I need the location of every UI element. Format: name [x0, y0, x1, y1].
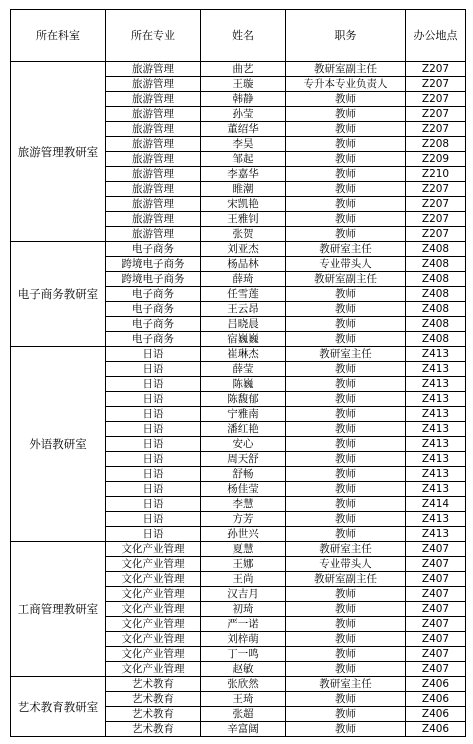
cell-name[interactable]: 张欣然	[201, 677, 286, 692]
cell-position[interactable]: 教师	[286, 692, 406, 707]
cell-office[interactable]: Z207	[406, 92, 466, 107]
header-position[interactable]: 职务	[286, 10, 406, 62]
cell-name[interactable]: 薛琦	[201, 272, 286, 287]
cell-office[interactable]: Z414	[406, 497, 466, 512]
cell-office[interactable]: Z407	[406, 662, 466, 677]
cell-position[interactable]: 教师	[286, 317, 406, 332]
header-row	[11, 10, 466, 62]
cell-office[interactable]: Z407	[406, 542, 466, 557]
cell-position[interactable]: 教师	[286, 602, 406, 617]
cell-name[interactable]: 王尚	[201, 572, 286, 587]
cell-position[interactable]: 教师	[286, 197, 406, 212]
cell-position[interactable]: 教师	[286, 482, 406, 497]
cell-office[interactable]: Z207	[406, 107, 466, 122]
cell-name[interactable]: 李昊	[201, 137, 286, 152]
cell-office[interactable]: Z406	[406, 677, 466, 692]
cell-name[interactable]: 陈巍	[201, 377, 286, 392]
cell-name[interactable]: 陈馥郁	[201, 392, 286, 407]
cell-position[interactable]: 教师	[286, 587, 406, 602]
cell-name[interactable]: 王璇	[201, 77, 286, 92]
cell-major[interactable]: 文化产业管理	[106, 572, 201, 587]
cell-office[interactable]: Z413	[406, 452, 466, 467]
cell-name[interactable]: 孙世兴	[201, 527, 286, 542]
cell-position[interactable]: 专业带头人	[286, 257, 406, 272]
table-row	[11, 677, 466, 692]
cell-position[interactable]: 教师	[286, 377, 406, 392]
cell-office[interactable]: Z413	[406, 377, 466, 392]
cell-position[interactable]: 教师	[286, 167, 406, 182]
cell-position[interactable]: 教师	[286, 392, 406, 407]
cell-name[interactable]: 王娜	[201, 557, 286, 572]
table-row	[11, 242, 466, 257]
cell-position[interactable]: 教研室主任	[286, 542, 406, 557]
cell-major[interactable]: 文化产业管理	[106, 542, 201, 557]
cell-office[interactable]: Z406	[406, 722, 466, 737]
cell-name[interactable]: 李慧	[201, 497, 286, 512]
cell-major[interactable]: 电子商务	[106, 332, 201, 347]
cell-office[interactable]: Z413	[406, 527, 466, 542]
cell-major[interactable]: 文化产业管理	[106, 647, 201, 662]
cell-position[interactable]: 教师	[286, 527, 406, 542]
cell-major[interactable]: 旅游管理	[106, 152, 201, 167]
cell-name[interactable]: 韩静	[201, 92, 286, 107]
cell-major[interactable]: 日语	[106, 377, 201, 392]
cell-major[interactable]: 旅游管理	[106, 227, 201, 242]
cell-major[interactable]: 文化产业管理	[106, 617, 201, 632]
cell-office[interactable]: Z413	[406, 362, 466, 377]
cell-name[interactable]: 宁雅南	[201, 407, 286, 422]
cell-name[interactable]: 任雪莲	[201, 287, 286, 302]
cell-position[interactable]: 教师	[286, 662, 406, 677]
cell-position[interactable]: 教研室主任	[286, 677, 406, 692]
cell-position[interactable]: 教研室副主任	[286, 272, 406, 287]
cell-name[interactable]: 孙莹	[201, 107, 286, 122]
cell-name[interactable]: 初琦	[201, 602, 286, 617]
cell-major[interactable]: 文化产业管理	[106, 557, 201, 572]
cell-name[interactable]: 汉吉月	[201, 587, 286, 602]
cell-position[interactable]: 教师	[286, 122, 406, 137]
header-department[interactable]: 所在科室	[11, 10, 106, 62]
cell-position[interactable]: 教师	[286, 722, 406, 737]
cell-position[interactable]: 教师	[286, 212, 406, 227]
cell-office[interactable]: Z413	[406, 422, 466, 437]
cell-name[interactable]: 辛富阔	[201, 722, 286, 737]
cell-office[interactable]: Z413	[406, 512, 466, 527]
cell-office[interactable]: Z413	[406, 392, 466, 407]
cell-office[interactable]: Z406	[406, 707, 466, 722]
cell-major[interactable]: 旅游管理	[106, 137, 201, 152]
cell-office[interactable]: Z407	[406, 587, 466, 602]
cell-major[interactable]: 旅游管理	[106, 182, 201, 197]
cell-major[interactable]: 日语	[106, 392, 201, 407]
cell-office[interactable]: Z408	[406, 317, 466, 332]
cell-position[interactable]: 教师	[286, 647, 406, 662]
cell-major[interactable]: 旅游管理	[106, 167, 201, 182]
cell-position[interactable]: 教师	[286, 467, 406, 482]
cell-name[interactable]: 王雅钊	[201, 212, 286, 227]
cell-position[interactable]: 教师	[286, 227, 406, 242]
cell-major[interactable]: 电子商务	[106, 287, 201, 302]
cell-office[interactable]: Z407	[406, 572, 466, 587]
cell-name[interactable]: 严一诺	[201, 617, 286, 632]
cell-name[interactable]: 潘红艳	[201, 422, 286, 437]
cell-position[interactable]: 教师	[286, 497, 406, 512]
cell-name[interactable]: 赵敏	[201, 662, 286, 677]
cell-major[interactable]: 旅游管理	[106, 62, 201, 77]
cell-office[interactable]: Z408	[406, 257, 466, 272]
cell-name[interactable]: 曲艺	[201, 62, 286, 77]
cell-name[interactable]: 杨品林	[201, 257, 286, 272]
cell-name[interactable]: 安心	[201, 437, 286, 452]
cell-major[interactable]: 艺术教育	[106, 692, 201, 707]
cell-name[interactable]: 刘亚杰	[201, 242, 286, 257]
cell-major[interactable]: 日语	[106, 467, 201, 482]
cell-major[interactable]: 电子商务	[106, 242, 201, 257]
cell-position[interactable]: 专业带头人	[286, 557, 406, 572]
cell-office[interactable]: Z207	[406, 62, 466, 77]
cell-name[interactable]: 宋凯艳	[201, 197, 286, 212]
cell-position[interactable]: 教师	[286, 92, 406, 107]
table-body	[11, 62, 466, 737]
cell-office[interactable]: Z406	[406, 692, 466, 707]
cell-major[interactable]: 电子商务	[106, 302, 201, 317]
table-row	[11, 542, 466, 557]
cell-office[interactable]: Z408	[406, 242, 466, 257]
cell-position[interactable]: 教师	[286, 287, 406, 302]
cell-position[interactable]: 教师	[286, 137, 406, 152]
cell-name[interactable]: 周天舒	[201, 452, 286, 467]
cell-major[interactable]: 电子商务	[106, 317, 201, 332]
cell-major[interactable]: 跨境电子商务	[106, 272, 201, 287]
cell-major[interactable]: 旅游管理	[106, 92, 201, 107]
cell-major[interactable]: 日语	[106, 437, 201, 452]
cell-name[interactable]: 舒畅	[201, 467, 286, 482]
header-office[interactable]: 办公地点	[406, 10, 466, 62]
cell-office[interactable]: Z413	[406, 437, 466, 452]
cell-position[interactable]: 教师	[286, 422, 406, 437]
cell-department[interactable]: 电子商务教研室	[11, 242, 106, 347]
cell-office[interactable]: Z210	[406, 167, 466, 182]
cell-name[interactable]: 王琦	[201, 692, 286, 707]
cell-position[interactable]: 教师	[286, 437, 406, 452]
cell-major[interactable]: 旅游管理	[106, 122, 201, 137]
cell-name[interactable]: 张超	[201, 707, 286, 722]
cell-name[interactable]: 杨佳莹	[201, 482, 286, 497]
cell-position[interactable]: 教师	[286, 452, 406, 467]
cell-name[interactable]: 夏慧	[201, 542, 286, 557]
cell-major[interactable]: 文化产业管理	[106, 587, 201, 602]
cell-name[interactable]: 吕晓晨	[201, 317, 286, 332]
cell-position[interactable]: 教师	[286, 617, 406, 632]
cell-office[interactable]: Z408	[406, 332, 466, 347]
cell-major[interactable]: 日语	[106, 362, 201, 377]
cell-office[interactable]: Z408	[406, 302, 466, 317]
cell-position[interactable]: 教师	[286, 107, 406, 122]
cell-major[interactable]: 日语	[106, 527, 201, 542]
cell-name[interactable]: 张贺	[201, 227, 286, 242]
cell-position[interactable]: 教师	[286, 632, 406, 647]
header-major[interactable]: 所在专业	[106, 10, 201, 62]
cell-office[interactable]: Z413	[406, 467, 466, 482]
cell-position[interactable]: 教师	[286, 407, 406, 422]
cell-office[interactable]: Z413	[406, 407, 466, 422]
cell-position[interactable]: 教师	[286, 152, 406, 167]
cell-position[interactable]: 教师	[286, 362, 406, 377]
cell-office[interactable]: Z207	[406, 197, 466, 212]
cell-major[interactable]: 艺术教育	[106, 677, 201, 692]
cell-major[interactable]: 旅游管理	[106, 212, 201, 227]
cell-office[interactable]: Z207	[406, 182, 466, 197]
header-name[interactable]: 姓名	[201, 10, 286, 62]
cell-office[interactable]: Z207	[406, 212, 466, 227]
cell-office[interactable]: Z209	[406, 152, 466, 167]
cell-major[interactable]: 文化产业管理	[106, 602, 201, 617]
cell-department[interactable]: 外语教研室	[11, 347, 106, 542]
cell-office[interactable]: Z407	[406, 557, 466, 572]
cell-major[interactable]: 跨境电子商务	[106, 257, 201, 272]
cell-major[interactable]: 文化产业管理	[106, 662, 201, 677]
cell-office[interactable]: Z208	[406, 137, 466, 152]
table-row	[11, 62, 466, 77]
cell-major[interactable]: 日语	[106, 347, 201, 362]
cell-name[interactable]: 方芳	[201, 512, 286, 527]
cell-major[interactable]: 日语	[106, 512, 201, 527]
cell-major[interactable]: 艺术教育	[106, 707, 201, 722]
cell-office[interactable]: Z207	[406, 227, 466, 242]
cell-name[interactable]: 邹起	[201, 152, 286, 167]
cell-name[interactable]: 薛莹	[201, 362, 286, 377]
cell-major[interactable]: 艺术教育	[106, 722, 201, 737]
cell-position[interactable]: 教师	[286, 332, 406, 347]
cell-office[interactable]: Z407	[406, 632, 466, 647]
cell-office[interactable]: Z407	[406, 617, 466, 632]
cell-position[interactable]: 专升本专业负责人	[286, 77, 406, 92]
cell-name[interactable]: 董绍华	[201, 122, 286, 137]
cell-office[interactable]: Z408	[406, 287, 466, 302]
cell-name[interactable]: 崔琳杰	[201, 347, 286, 362]
cell-name[interactable]: 睢潮	[201, 182, 286, 197]
cell-name[interactable]: 宿巍巍	[201, 332, 286, 347]
cell-major[interactable]: 旅游管理	[106, 107, 201, 122]
cell-position[interactable]: 教研室主任	[286, 347, 406, 362]
cell-name[interactable]: 刘梓萌	[201, 632, 286, 647]
cell-major[interactable]: 旅游管理	[106, 77, 201, 92]
cell-department[interactable]: 艺术教育教研室	[11, 677, 106, 737]
cell-name[interactable]: 丁一鸣	[201, 647, 286, 662]
cell-major[interactable]: 日语	[106, 482, 201, 497]
cell-name[interactable]: 王云昂	[201, 302, 286, 317]
cell-position[interactable]: 教师	[286, 707, 406, 722]
cell-major[interactable]: 日语	[106, 452, 201, 467]
cell-office[interactable]: Z408	[406, 272, 466, 287]
cell-office[interactable]: Z407	[406, 647, 466, 662]
cell-major[interactable]: 日语	[106, 497, 201, 512]
cell-position[interactable]: 教研室主任	[286, 242, 406, 257]
cell-office[interactable]: Z407	[406, 602, 466, 617]
cell-name[interactable]: 李嘉华	[201, 167, 286, 182]
cell-major[interactable]: 文化产业管理	[106, 632, 201, 647]
cell-major[interactable]: 日语	[106, 407, 201, 422]
cell-position[interactable]: 教师	[286, 302, 406, 317]
cell-position[interactable]: 教师	[286, 512, 406, 527]
cell-position[interactable]: 教研室副主任	[286, 572, 406, 587]
cell-office[interactable]: Z207	[406, 122, 466, 137]
cell-department[interactable]: 工商管理教研室	[11, 542, 106, 677]
cell-department[interactable]: 旅游管理教研室	[11, 62, 106, 242]
table-row	[11, 347, 466, 362]
cell-position[interactable]: 教研室副主任	[286, 62, 406, 77]
cell-office[interactable]: Z413	[406, 347, 466, 362]
cell-major[interactable]: 旅游管理	[106, 197, 201, 212]
cell-major[interactable]: 日语	[106, 422, 201, 437]
cell-position[interactable]: 教师	[286, 182, 406, 197]
cell-office[interactable]: Z207	[406, 77, 466, 92]
staff-table	[10, 9, 466, 737]
cell-office[interactable]: Z413	[406, 482, 466, 497]
